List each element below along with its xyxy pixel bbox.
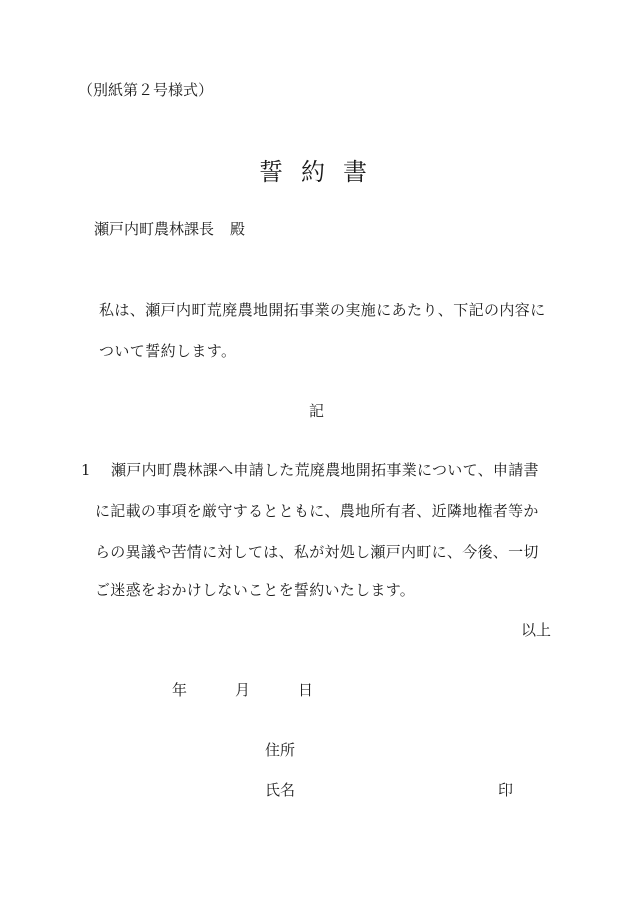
intro-line-1: 私は、瀬戸内町荒廃農地開拓事業の実施にあたり、下記の内容に <box>99 301 546 319</box>
address-label: 住所 <box>265 741 296 759</box>
seal-label: 印 <box>498 781 514 799</box>
date-year-label: 年 <box>172 681 188 699</box>
date-month-label: 月 <box>235 681 251 699</box>
date-day-label: 日 <box>298 681 314 699</box>
intro-line-2: ついて誓約します。 <box>99 342 237 360</box>
addressee-name: 瀬戸内町農林課長 <box>94 220 215 238</box>
document-title: 誓約書 <box>259 158 385 186</box>
addressee <box>94 222 245 237</box>
item-line-3: らの異議や苦情に対しては、私が対処し瀬戸内町に、今後、一切 <box>95 543 539 561</box>
ki-heading: 記 <box>309 402 325 420</box>
closing-ijo: 以上 <box>521 621 552 639</box>
name-label: 氏名 <box>265 781 296 799</box>
item-line-4: ご迷惑をおかけしないことを誓約いたします。 <box>95 581 416 599</box>
item-line-2: に記載の事項を厳守するとともに、農地所有者、近隣地権者等か <box>95 502 539 520</box>
addressee-honorific: 殿 <box>230 220 246 238</box>
form-number-label: （別紙第２号様式） <box>78 81 214 99</box>
item-line-1: 瀬戸内町農林課へ申請した荒廃農地開拓事業について、申請書 <box>111 461 539 479</box>
item-number: 1 <box>81 461 91 479</box>
